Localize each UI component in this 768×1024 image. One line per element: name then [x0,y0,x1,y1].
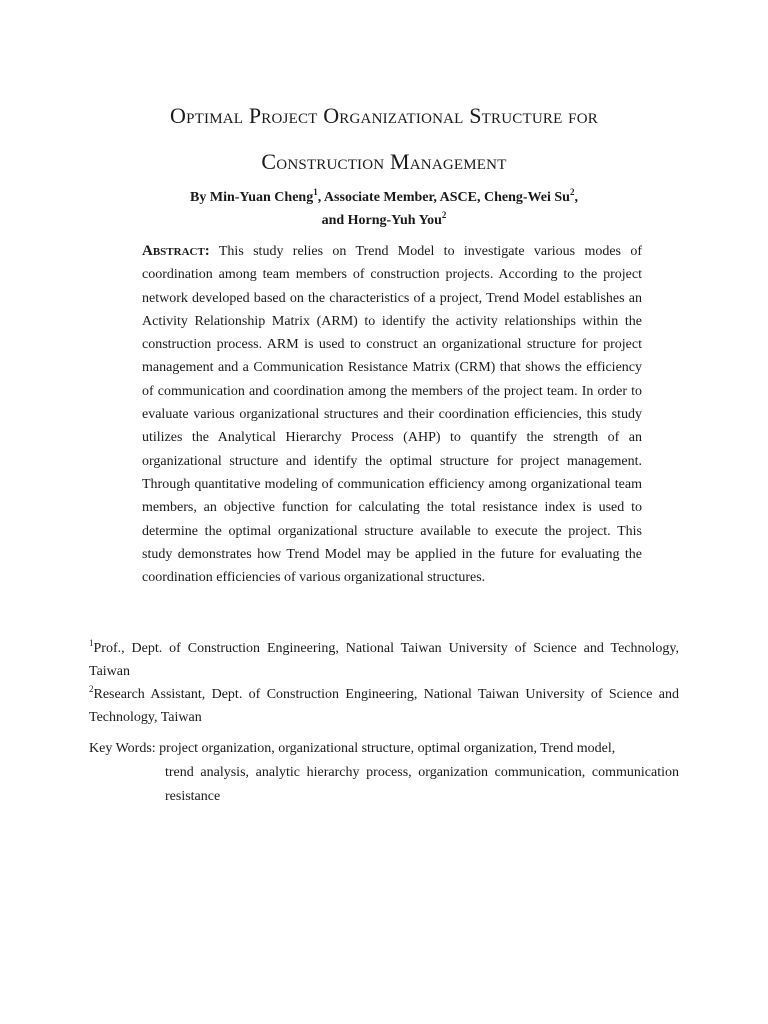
title-line-2: Construction Management [261,149,507,174]
author-2-affiliation-mark: 2 [569,187,575,197]
footnote-2 [89,683,679,729]
author-3-affiliation-mark: 2 [441,210,447,220]
authors-line-2 [0,209,768,233]
author-3: and Horng-Yuh You [321,213,442,228]
footnote-1-text: Prof., Dept. of Construction Engineering, National Taiwan University of Science and Technology, Taiwan [89,641,679,679]
keywords-label: Key Words: [89,741,156,756]
footnote-2-mark: 2 [89,684,94,694]
footnote-2-text: Research Assistant, Dept. of Construction Engineering, National Taiwan University of Science and Technology, Taiwan [89,687,679,725]
keywords-first-line: project organization, organizational structure, optimal organization, Trend model, [155,741,616,756]
footnote-1-mark: 1 [89,638,94,648]
author-1: By Min-Yuan Cheng [190,190,314,205]
authors-line-1 [0,186,768,210]
author-2: , Associate Member, ASCE, Cheng-Wei Su [317,190,570,205]
abstract [142,240,642,589]
authors-comma: , [574,190,578,205]
abstract-text: This study relies on Trend Model to investigate various modes of coordination among team members of construction projects. According to the project network developed based on the characteristics of a project, Trend Model establishes an Activity Relationship Matrix (ARM) to identify the activity relationships within the construction process. ARM is used to construct an organizational structure for project management and a Communication Resistance Matrix (CRM) that shows the efficiency of communication and coordination among the members of the project team. In order to evaluate various organizational structures and their coordination efficiencies, this study utilizes the Analytical Hierarchy Process (AHP) to quantify the strength of an organizational structure and identify the optimal structure for project management. Through quantitative modeling of communication efficiency among organizational team members, an objective function for calculating the total resistance index is used to determine the optimal organizational structure available to execute the project. This study demonstrates how Trend Model may be applied in the future for evaluating the coordination efficiencies of various organizational structures. [142,244,642,586]
footnote-1 [89,637,679,683]
keywords-continued: trend analysis, analytic hierarchy process, organization communication, communication resistance [165,765,679,804]
abstract-label: Abstract: [142,243,210,259]
title-line-1: Optimal Project Organizational Structure for [170,103,598,128]
keywords [89,737,679,809]
author-1-affiliation-mark: 1 [313,187,318,197]
